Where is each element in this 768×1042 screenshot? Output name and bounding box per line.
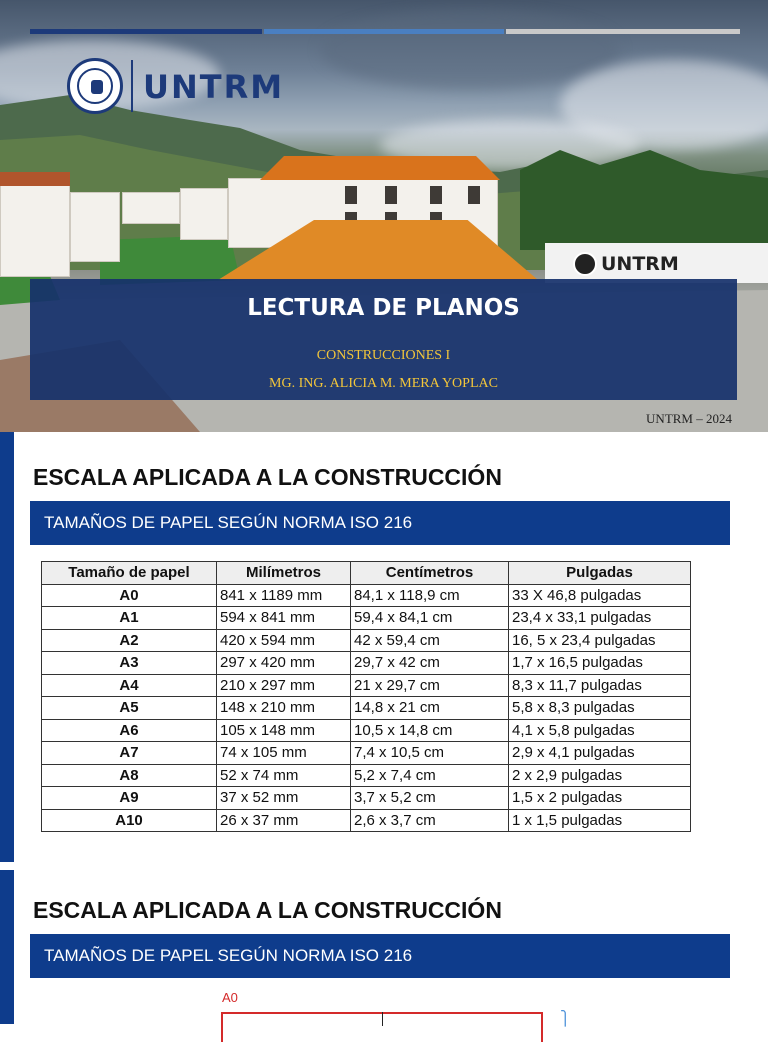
table-row — [42, 607, 691, 630]
decorative-line — [264, 29, 504, 34]
building — [0, 182, 70, 277]
section-band-label: TAMAÑOS DE PAPEL SEGÚN NORMA ISO 216 — [44, 946, 413, 965]
millimeters-cell: 148 x 210 mm — [217, 697, 351, 720]
building — [70, 192, 120, 262]
brace-icon: ⎫ — [560, 1010, 571, 1026]
millimeters-cell: 420 x 594 mm — [217, 629, 351, 652]
size-cell: A0 — [42, 584, 217, 607]
centimeters-cell: 21 x 29,7 cm — [351, 674, 509, 697]
decorative-line — [30, 29, 262, 34]
logo-divider — [131, 60, 133, 112]
section-band — [30, 934, 730, 978]
centimeters-cell: 29,7 x 42 cm — [351, 652, 509, 675]
inches-cell: 2 x 2,9 pulgadas — [509, 764, 691, 787]
window — [345, 186, 357, 204]
window — [385, 186, 397, 204]
inches-cell: 1 x 1,5 pulgadas — [509, 809, 691, 832]
size-cell: A4 — [42, 674, 217, 697]
size-cell: A8 — [42, 764, 217, 787]
centimeters-cell: 5,2 x 7,4 cm — [351, 764, 509, 787]
table-row — [42, 742, 691, 765]
presentation-title: LECTURA DE PLANOS — [247, 295, 520, 321]
size-cell: A3 — [42, 652, 217, 675]
column-header: Pulgadas — [509, 562, 691, 585]
slide-heading: ESCALA APLICADA A LA CONSTRUCCIÓN — [33, 897, 502, 923]
paper-size-table — [41, 561, 691, 832]
centimeters-cell: 84,1 x 118,9 cm — [351, 584, 509, 607]
roof — [260, 156, 500, 180]
size-cell: A2 — [42, 629, 217, 652]
size-cell: A9 — [42, 787, 217, 810]
university-seal-icon — [67, 58, 123, 114]
inches-cell: 5,8 x 8,3 pulgadas — [509, 697, 691, 720]
cover-slide — [0, 0, 768, 432]
table-row — [42, 674, 691, 697]
inches-cell: 16, 5 x 23,4 pulgadas — [509, 629, 691, 652]
table-row — [42, 584, 691, 607]
column-header: Milímetros — [217, 562, 351, 585]
table-row — [42, 809, 691, 832]
building — [180, 188, 228, 240]
section-band — [30, 501, 730, 545]
table-row — [42, 652, 691, 675]
slide-heading: ESCALA APLICADA A LA CONSTRUCCIÓN — [33, 464, 502, 490]
millimeters-cell: 297 x 420 mm — [217, 652, 351, 675]
column-header: Centímetros — [351, 562, 509, 585]
size-cell: A6 — [42, 719, 217, 742]
size-cell: A7 — [42, 742, 217, 765]
centimeters-cell: 2,6 x 3,7 cm — [351, 809, 509, 832]
column-header: Tamaño de papel — [42, 562, 217, 585]
centimeters-cell: 10,5 x 14,8 cm — [351, 719, 509, 742]
inches-cell: 23,4 x 33,1 pulgadas — [509, 607, 691, 630]
millimeters-cell: 210 x 297 mm — [217, 674, 351, 697]
table-row — [42, 764, 691, 787]
course-name: CONSTRUCCIONES I — [316, 348, 451, 363]
window — [468, 186, 480, 204]
size-cell: A10 — [42, 809, 217, 832]
inches-cell: 1,7 x 16,5 pulgadas — [509, 652, 691, 675]
logo-text: UNTRM — [143, 68, 285, 106]
inches-cell: 4,1 x 5,8 pulgadas — [509, 719, 691, 742]
millimeters-cell: 26 x 37 mm — [217, 809, 351, 832]
title-box — [30, 279, 737, 400]
table-row — [42, 629, 691, 652]
decorative-line — [506, 29, 740, 34]
section-band-label: TAMAÑOS DE PAPEL SEGÚN NORMA ISO 216 — [44, 513, 413, 532]
inches-cell: 1,5 x 2 pulgadas — [509, 787, 691, 810]
inches-cell: 8,3 x 11,7 pulgadas — [509, 674, 691, 697]
millimeters-cell: 105 x 148 mm — [217, 719, 351, 742]
centimeters-cell: 7,4 x 10,5 cm — [351, 742, 509, 765]
inches-cell: 2,9 x 4,1 pulgadas — [509, 742, 691, 765]
millimeters-cell: 37 x 52 mm — [217, 787, 351, 810]
centimeters-cell: 3,7 x 5,2 cm — [351, 787, 509, 810]
millimeters-cell: 841 x 1189 mm — [217, 584, 351, 607]
cover-footer: UNTRM – 2024 — [646, 411, 732, 426]
centimeters-cell: 59,4 x 84,1 cm — [351, 607, 509, 630]
millimeters-cell: 594 x 841 mm — [217, 607, 351, 630]
slide-accent-strip — [0, 870, 14, 1024]
author-name: MG. ING. ALICIA M. MERA YOPLAC — [269, 376, 498, 391]
roof — [0, 172, 70, 186]
size-cell: A1 — [42, 607, 217, 630]
centimeters-cell: 42 x 59,4 cm — [351, 629, 509, 652]
slide-accent-strip — [0, 432, 14, 862]
building — [122, 192, 180, 224]
sign-text: UNTRM — [601, 253, 679, 275]
size-cell: A5 — [42, 697, 217, 720]
millimeters-cell: 74 x 105 mm — [217, 742, 351, 765]
table-row — [42, 697, 691, 720]
table-row — [42, 787, 691, 810]
table-header-row — [42, 562, 691, 585]
inches-cell: 33 X 46,8 pulgadas — [509, 584, 691, 607]
diagram-label: A0 — [222, 990, 238, 1005]
university-seal-icon — [573, 252, 597, 276]
centimeters-cell: 14,8 x 21 cm — [351, 697, 509, 720]
millimeters-cell: 52 x 74 mm — [217, 764, 351, 787]
window — [430, 186, 442, 204]
table-row — [42, 719, 691, 742]
